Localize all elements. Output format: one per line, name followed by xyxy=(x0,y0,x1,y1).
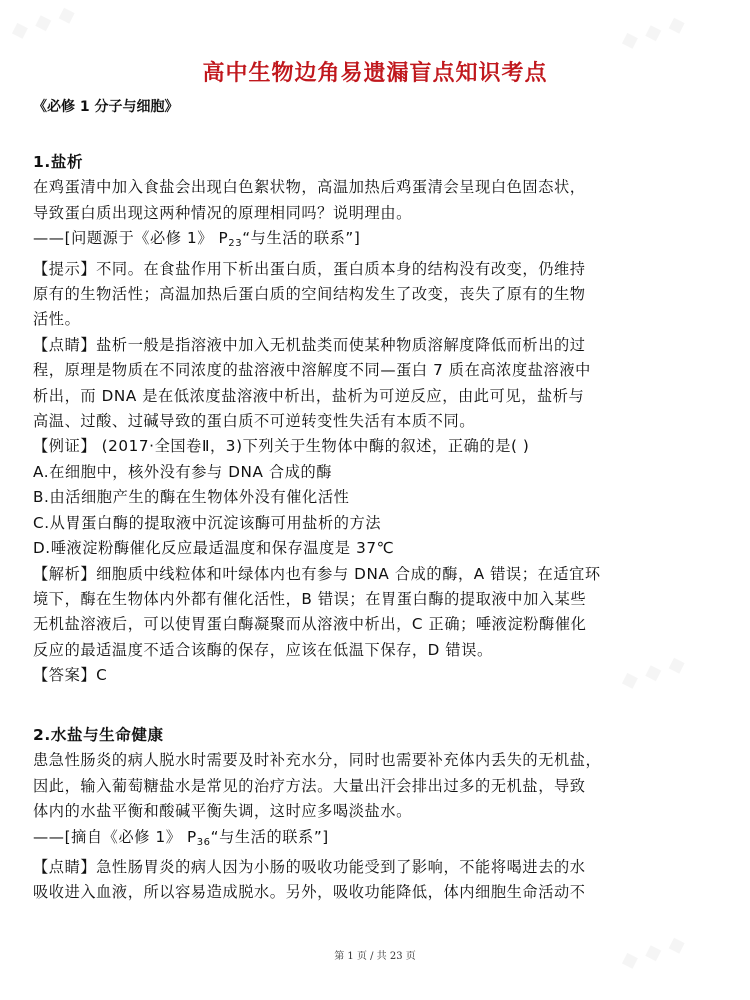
paragraph-line: 导致蛋白质出现这两种情况的原理相同吗？说明理由。 xyxy=(33,203,412,222)
hint-line: 【提示】不同。在食盐作用下析出蛋白质，蛋白质本身的结构没有改变，仍维持 xyxy=(33,259,586,278)
point-line: 【点睛】急性肠胃炎的病人因为小肠的吸收功能受到了影响，不能将喝进去的水 xyxy=(33,858,586,877)
example-line: 【例证】 (2017·全国卷Ⅱ，3)下列关于生物体中酶的叙述，正确的是( ) xyxy=(33,437,530,456)
source-prefix: ——[摘自《必修 1》 P xyxy=(33,827,197,846)
watermark: ◆ ◆ ◆ xyxy=(617,930,689,975)
analysis-line: 无机盐溶液后，可以使胃蛋白酶凝聚而从溶液中析出，C 正确；唾液淀粉酶催化 xyxy=(33,615,587,634)
page-subscript: 36 xyxy=(196,836,211,848)
analysis-line: 境下，酶在生物体内外都有催化活性，B 错误；在胃蛋白酶的提取液中加入某些 xyxy=(33,589,587,608)
option-d: D.唾液淀粉酶催化反应最适温度和保存温度是 37℃ xyxy=(33,539,395,558)
source-suffix: “与生活的联系”] xyxy=(210,827,329,846)
document-title: 高中生物边角易遗漏盲点知识考点 xyxy=(202,60,548,86)
source-suffix: “与生活的联系”] xyxy=(242,229,361,248)
source-note xyxy=(33,825,723,855)
watermark: ◆ ◆ ◆ xyxy=(617,10,689,55)
source-note xyxy=(33,226,723,256)
section-heading: 1.盐析 xyxy=(33,153,84,171)
analysis-line: 反应的最适温度不适合该酶的保存，应该在低温下保存，D 错误。 xyxy=(33,640,493,659)
watermark: ◆ ◆ ◆ xyxy=(617,650,689,695)
analysis-line: 【解析】细胞质中线粒体和叶绿体内也有参与 DNA 合成的酶，A 错误；在适宜环 xyxy=(33,564,601,583)
page-footer: 第 1 页 / 共 23 页 xyxy=(334,951,416,962)
paragraph-line: 体内的水盐平衡和酸碱平衡失调，这时应多喝淡盐水。 xyxy=(33,802,412,821)
point-line: 【点睛】盐析一般是指溶液中加入无机盐类而使某种物质溶解度降低而析出的过 xyxy=(33,335,586,354)
section-2 xyxy=(33,723,723,906)
hint-line: 活性。 xyxy=(33,310,81,329)
answer-line: 【答案】C xyxy=(33,666,108,685)
paragraph-line: 患急性肠炎的病人脱水时需要及时补充水分，同时也需要补充体内丢失的无机盐， xyxy=(33,751,602,770)
option-c: C.从胃蛋白酶的提取液中沉淀该酶可用盐析的方法 xyxy=(33,513,382,532)
option-a: A.在细胞中，核外没有参与 DNA 合成的酶 xyxy=(33,462,333,481)
section-1 xyxy=(33,150,723,689)
point-line: 高温、过酸、过碱导致的蛋白质不可逆转变性失活有本质不同。 xyxy=(33,412,476,431)
point-line: 析出，而 DNA 是在低浓度盐溶液中析出，盐析为可逆反应，由此可见，盐析与 xyxy=(33,386,585,405)
paragraph-line: 在鸡蛋清中加入食盐会出现白色絮状物，高温加热后鸡蛋清会呈现白色固态状， xyxy=(33,178,586,197)
page-subscript: 23 xyxy=(228,238,243,250)
point-line: 程，原理是物质在不同浓度的盐溶液中溶解度不同—蛋白 7 质在高浓度盐溶液中 xyxy=(33,361,591,380)
paragraph-line: 因此，输入葡萄糖盐水是常见的治疗方法。大量出汗会排出过多的无机盐，导致 xyxy=(33,776,586,795)
hint-line: 原有的生物活性；高温加热后蛋白质的空间结构发生了改变，丧失了原有的生物 xyxy=(33,285,586,304)
section-heading: 2.水盐与生命健康 xyxy=(33,726,164,744)
source-prefix: ——[问题源于《必修 1》 P xyxy=(33,229,229,248)
book-subtitle: 《必修 1 分子与细胞》 xyxy=(33,99,179,115)
watermark: ◆ ◆ ◆ xyxy=(7,0,79,45)
point-line: 吸收进入血液，所以容易造成脱水。另外，吸收功能降低，体内细胞生命活动不 xyxy=(33,883,586,902)
option-b: B.由活细胞产生的酶在生物体外没有催化活性 xyxy=(33,488,350,507)
